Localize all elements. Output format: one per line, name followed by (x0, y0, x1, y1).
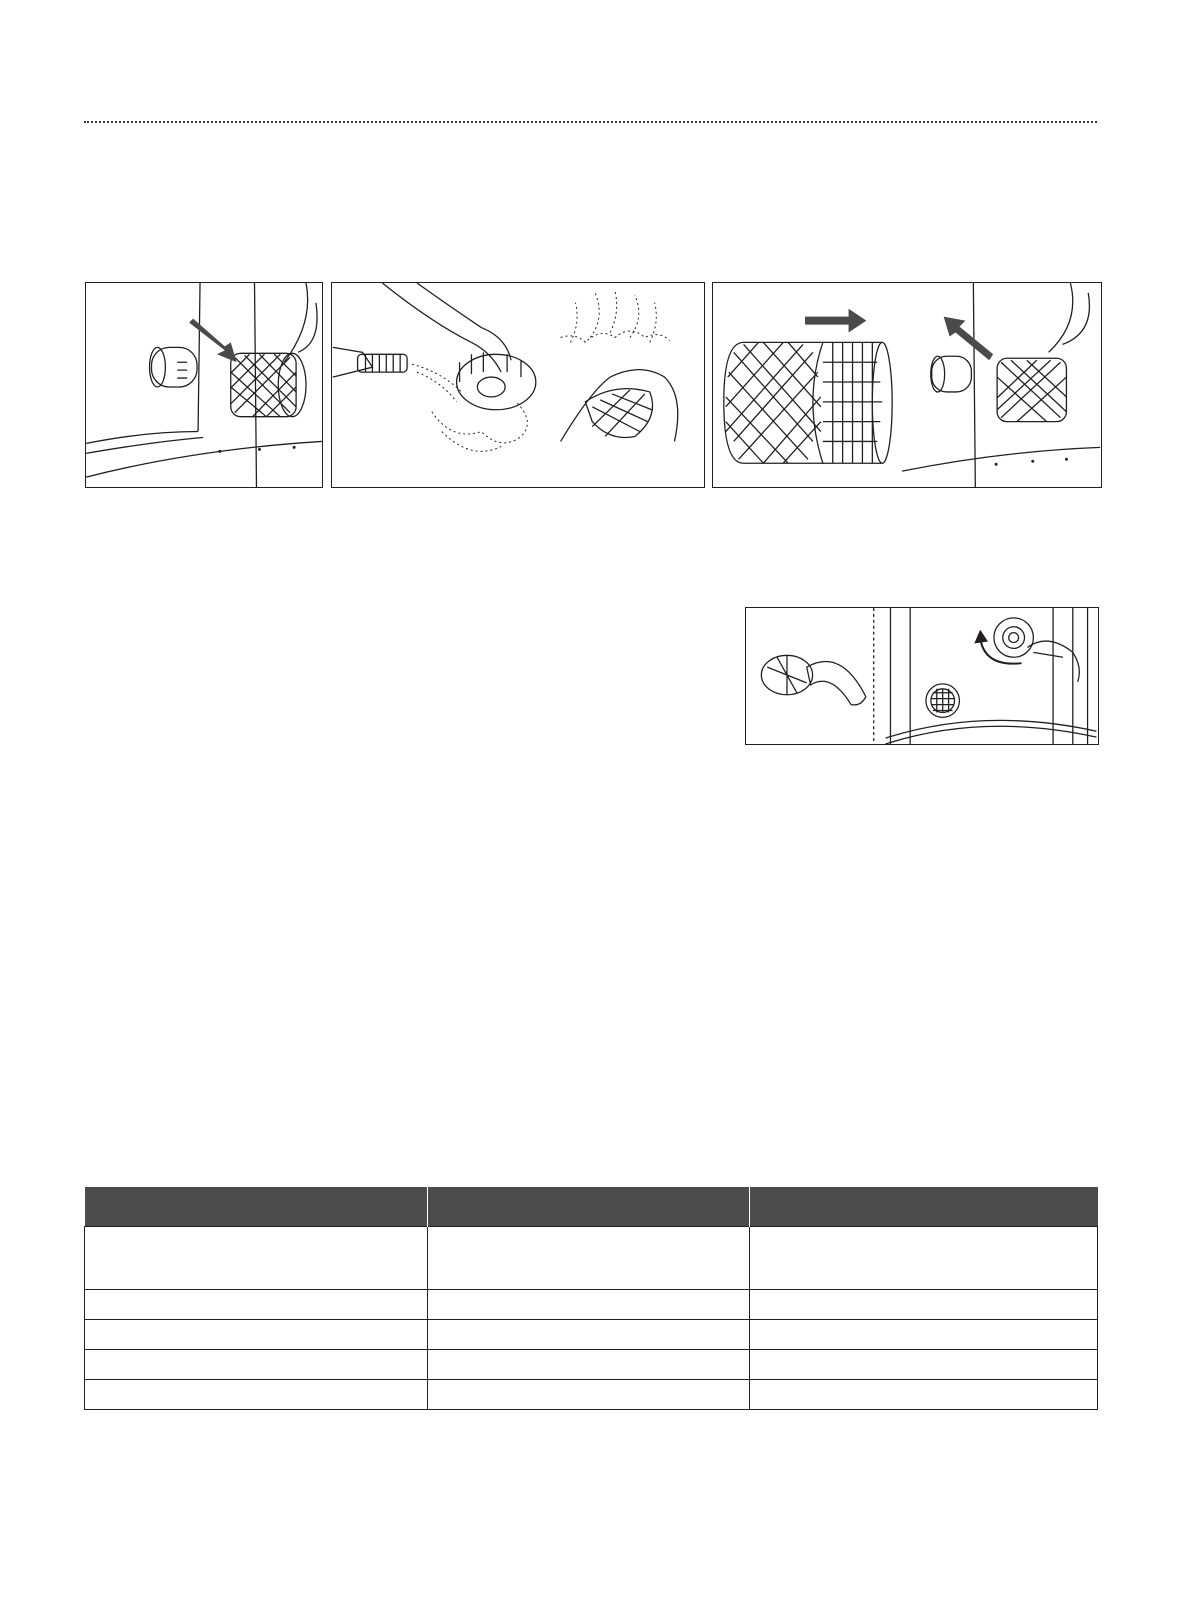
table-row (85, 1290, 1098, 1320)
table-cell (750, 1350, 1098, 1380)
table-row (85, 1380, 1098, 1410)
table-header-cell (750, 1187, 1098, 1227)
filter-cap-wrench-icon (746, 608, 1098, 744)
table-cell (428, 1290, 750, 1320)
table-cell (428, 1350, 750, 1380)
table-header-row (85, 1187, 1098, 1227)
figure-filter-rinse (331, 282, 705, 488)
figure-filter-cap-wrench (745, 607, 1099, 745)
table-cell (85, 1380, 428, 1410)
table-cell (85, 1350, 428, 1380)
table-cell (750, 1290, 1098, 1320)
section-divider (84, 121, 1097, 123)
filter-rinse-icon (332, 283, 704, 487)
figure-filter-reinstall (712, 282, 1102, 488)
table-row (85, 1320, 1098, 1350)
table-cell (750, 1227, 1098, 1290)
table-cell (85, 1227, 428, 1290)
table-row (85, 1227, 1098, 1290)
table-cell (750, 1380, 1098, 1410)
table-cell (428, 1320, 750, 1350)
maintenance-table (84, 1187, 1098, 1410)
table-header-cell (428, 1187, 750, 1227)
filter-removal-icon (86, 283, 322, 487)
table-cell (750, 1320, 1098, 1350)
filter-reinstall-icon (713, 283, 1101, 487)
table-cell (85, 1290, 428, 1320)
figure-filter-removal (85, 282, 323, 488)
table-cell (428, 1380, 750, 1410)
table-cell (85, 1320, 428, 1350)
table-cell (428, 1227, 750, 1290)
table-header-cell (85, 1187, 428, 1227)
table-row (85, 1350, 1098, 1380)
